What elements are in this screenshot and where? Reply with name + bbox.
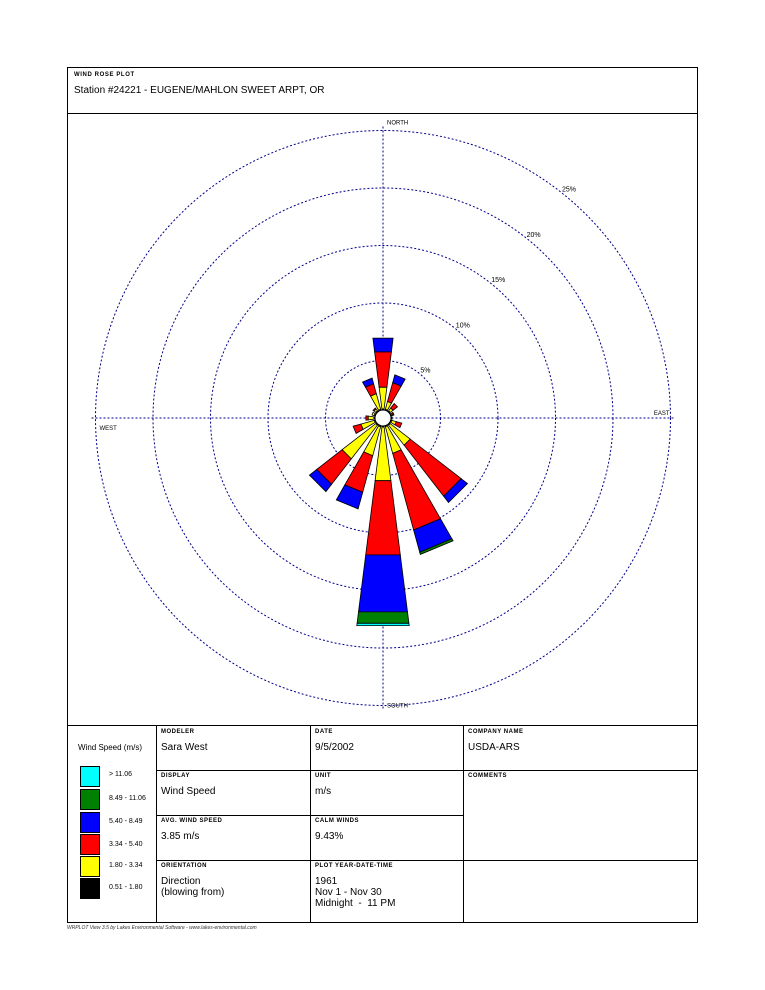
orientation-cell [156,860,310,923]
petal-180-bin-4 [357,612,409,623]
orientation-value [161,876,224,898]
north-label: NORTH [387,120,409,127]
petal-90-bin-1 [392,417,393,419]
plot-year-cell [310,860,463,923]
avg-speed-label: AVG. WIND SPEED [161,818,223,824]
legend-title: Wind Speed (m/s) [78,743,143,752]
legend-label: 8.49 - 11.06 [109,795,146,802]
calm-winds-label: CALM WINDS [315,818,359,824]
date-label: DATE [315,729,333,735]
petal-270-bin-2 [366,416,368,420]
display-value: Wind Speed [161,786,216,797]
legend-label: 1.80 - 3.34 [109,862,143,869]
legend-swatch-black [80,878,100,899]
legend-label: 0.51 - 1.80 [109,884,143,891]
empty-cell [463,860,697,923]
company-cell [463,726,697,770]
petal-180-bin-5 [357,623,409,625]
plot-time: Midnight - 11 PM [315,898,396,909]
ring-label: 20% [526,231,541,239]
petal-0-bin-2 [375,352,392,387]
unit-cell [310,770,463,815]
east-label: EAST [653,411,670,417]
legend-swatch-yellow [80,856,100,877]
petal-247.5-bin-2 [353,424,363,433]
legend-swatch-red [80,834,100,855]
unit-value: m/s [315,786,332,797]
legend [68,726,156,923]
plot-header [68,68,697,114]
plot-year-label: PLOT YEAR-DATE-TIME [315,863,393,869]
orientation-label: ORIENTATION [161,863,207,869]
south-label: SOUTH [387,703,408,710]
petal-45-bin-2 [391,404,398,411]
orientation-line-1: Direction [161,876,201,887]
petal-270-bin-1 [368,416,374,420]
company-label: COMPANY NAME [468,729,524,735]
calm-winds-cell [310,815,463,860]
display-label: DISPLAY [161,773,190,779]
legend-label: 3.34 - 5.40 [109,841,143,848]
ring-label: 15% [491,277,506,285]
calm-circle [375,410,391,426]
display-cell [156,770,310,815]
plot-type-label: WIND ROSE PLOT [74,72,135,78]
legend-swatch-blue [80,812,100,833]
petal-112.5-bin-2 [395,422,402,428]
petal-180-bin-3 [359,555,408,612]
plot-frame [67,67,698,923]
company-value: USDA-ARS [468,742,520,753]
petal-292.5-bin-1 [372,412,375,415]
legend-swatch-cyan [80,766,100,787]
petal-0-bin-3 [373,338,393,352]
modeler-value: Sara West [161,742,208,753]
modeler-label: MODELER [161,729,195,735]
ring-label: 5% [420,367,431,375]
calm-winds-value: 9.43% [315,831,344,842]
petal-0-bin-1 [379,387,387,409]
avg-speed-cell [156,815,310,860]
avg-speed-value: 3.85 m/s [161,831,200,842]
footer-credit: WRPLOT View 3.5 by Lakes Environmental Software - www.lakes-environmental.com [67,925,257,931]
wind-rose-chart [68,113,697,725]
plot-year-value [315,876,395,909]
ring-label: 10% [455,322,470,330]
date-cell [310,726,463,770]
modeler-cell [156,726,310,770]
comments-label: COMMENTS [468,773,507,779]
legend-label: > 11.06 [109,771,133,778]
legend-swatch-green [80,789,100,810]
petal-337.5-bin-1 [371,394,381,411]
plot-dates: Nov 1 - Nov 30 [315,887,382,898]
west-label: WEST [99,426,117,432]
orientation-line-2: (blowing from) [161,887,225,898]
legend-label: 5.40 - 8.49 [109,818,143,825]
date-value: 9/5/2002 [315,742,354,753]
station-title: Station #24221 - EUGENE/MAHLON SWEET ARPT, OR [74,85,325,96]
comments-cell [463,770,697,860]
plot-year: 1961 [315,876,338,887]
petal-180-bin-2 [366,481,401,555]
info-table [68,725,697,923]
unit-label: UNIT [315,773,331,779]
ring-label: 25% [562,186,577,194]
